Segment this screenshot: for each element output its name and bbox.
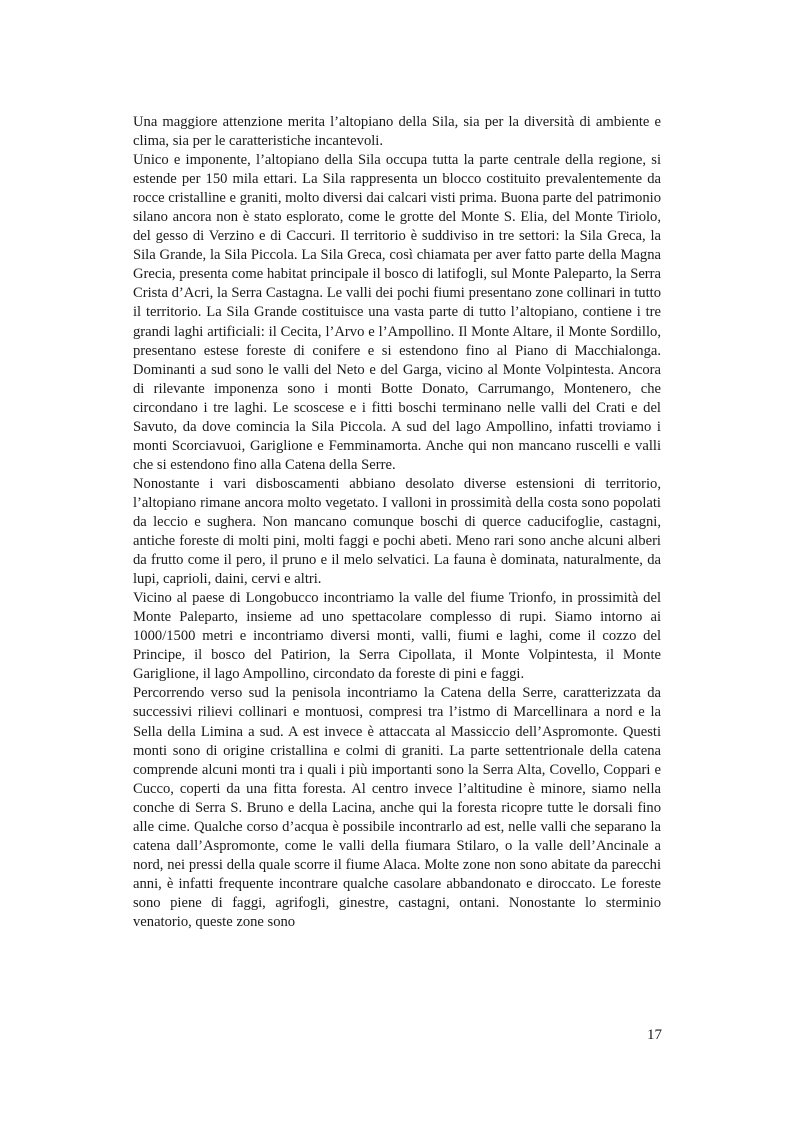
paragraph-5: Percorrendo verso sud la penisola incontriamo la Catena della Serre, caratterizzata da successivi rilievi collinari e montuosi, compresi tra l’istmo di Marcellinara a nord e la Sella della Limina a sud. A est invece è attaccata al Massiccio dell’Aspromonte. Questi monti sono di origine cristallina e colmi di graniti. La parte settentrionale della catena comprende alcuni monti tra i quali i più importanti sono la Serra Alta, Covello, Coppari e Cucco, coperti da una fitta foresta. Al centro invece l’altitudine è minore, siamo nella conche di Serra S. Bruno e della Lacina, anche qui la foresta ricopre tutte le dorsali fino alle cime. Qualche corso d’acqua è possibile incontrarlo ad est, nelle valli che separano la catena dall’Aspromonte, come le valli della fiumara Stilaro, o la valle dell’Ancinale a nord, nei pressi della quale scorre il fiume Alaca. Molte zone non sono abitate da parecchi anni, è infatti frequente incontrare qualche casolare abbandonato e diroccato. Le foreste sono piene di faggi, agrifogli, ginestre, castagni, ontani. Nonostante lo sterminio venatorio, queste zone sono bbox=[133, 685, 661, 930]
paragraph-4: Vicino al paese di Longobucco incontriamo la valle del fiume Trionfo, in prossimità del Monte Paleparto, insieme ad uno spettacolare complesso di rupi. Siamo intorno ai 1000/1500 metri e incontriamo diversi monti, valli, fiumi e laghi, come il cozzo del Principe, il bosco del Patirion, la Serra Cipollata, il Monte Volpintesta, il Monte Gariglione, il lago Ampollino, circondato da foreste di pini e faggi. bbox=[133, 590, 661, 683]
paragraph-1: Una maggiore attenzione merita l’altopiano della Sila, sia per la diversità di ambiente e clima, sia per le caratteristiche incantevoli. bbox=[133, 114, 661, 150]
paragraph-3: Nonostante i vari disboscamenti abbiano desolato diverse estensioni di territorio, l’altopiano rimane ancora molto vegetato. I valloni in prossimità della costa sono popolati da leccio e sughera. Non mancano comunque boschi di querce caducifoglie, castagni, antiche foreste di molti pini, molti faggi e pochi abeti. Meno rari sono anche alcuni alberi da frutto come il pero, il pruno e il melo selvatici. La fauna è dominata, naturalmente, da lupi, caprioli, daini, cervi e altri. bbox=[133, 475, 661, 588]
body-text bbox=[133, 113, 661, 932]
page-number: 17 bbox=[647, 1027, 662, 1043]
paragraph-2: Unico e imponente, l’altopiano della Sila occupa tutta la parte centrale della regione, si estende per 150 mila ettari. La Sila rappresenta un blocco costituito prevalentemente da rocce cristalline e graniti, molto diversi dai calcari visti prima. Buona parte del patrimonio silano ancora non è stato esplorato, come le grotte del Monte S. Elia, del Monte Tiriolo, del gesso di Verzino e di Caccuri. Il territorio è suddiviso in tre settori: la Sila Greca, la Sila Grande, la Sila Piccola. La Sila Greca, così chiamata per aver fatto parte della Magna Grecia, presenta come habitat principale il bosco di latifogli, sul Monte Paleparto, la Serra Crista d’Acri, la Serra Castagna. Le valli dei pochi fiumi presentano zone collinari in tutto il territorio. La Sila Grande costituisce una vasta parte di tutto l’altopiano, contiene i tre grandi laghi artificiali: il Cecita, l’Arvo e l’Ampollino. Il Monte Altare, il Monte Sordillo, presentano estese foreste di conifere e si estendono fino al Piano di Macchialonga. Dominanti a sud sono le valli del Neto e del Garga, vicino al Monte Volpintesta. Ancora di rilevante imponenza sono i monti Botte Donato, Carrumango, Montenero, che circondano i tre laghi. Le scoscese e i fitti boschi terminano nelle valli del Crati e del Savuto, da dove comincia la Sila Piccola. A sud del lago Ampollino, infatti troviamo i monti Scorciavuoi, Gariglione e Femminamorta. Anche qui non mancano ruscelli e valli che si estendono fino alla Catena della Serre. bbox=[133, 152, 661, 473]
